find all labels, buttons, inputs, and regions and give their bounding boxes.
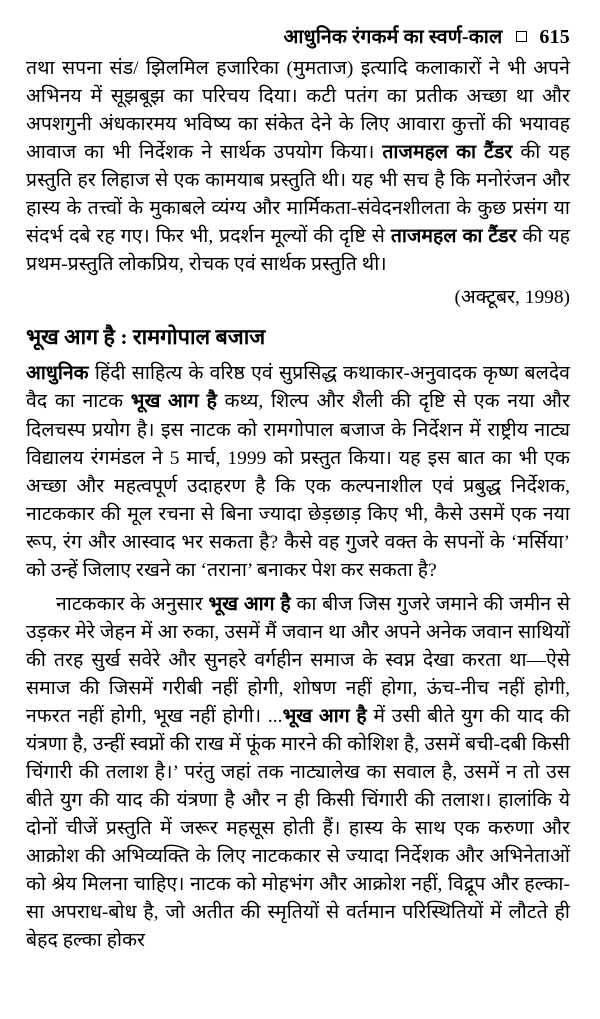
page-header [26,22,570,49]
emphasis-text: भूख आग है [282,705,367,727]
emphasis-text: भूख आग है [130,391,217,413]
page-number: 615 [539,26,570,48]
paragraph-2 [26,360,570,584]
square-bullet-icon [516,31,527,42]
body-text: में उसी बीते युग की याद की यंत्रणा है, उन्हीं स्वप्नों की राख में फूंक मारने की कोशिश है, उसमें बची-दबी किसी चिंगारी की तलाश है।’ परंतु जहां तक नाट्यालेख का सवाल है, उसमें न तो उस बीते युग की याद की यंत्रणा है और न ही किसी चिंगारी की तलाश। हालांकि ये दोनों चीजें प्रस्तुति में जरूर महसूस होती हैं। हास्य के साथ एक करुणा और आक्रोश की अभिव्यक्ति के लिए नाटककार से ज्यादा निर्देशक और अभिनेताओं को श्रेय मिलना चाहिए। नाटक को मोहभंग और आक्रोश नहीं, विद्रूप और हल्का-सा अपराध-बोध है, जो अतीत की स्मृतियों से वर्तमान परिस्थितियों में लौटते ही बेहद हल्का होकर [26,705,570,952]
paragraph-1 [26,55,570,279]
emphasis-text: ताजमहल का टैंडर [382,142,513,164]
body-text: का बीज जिस गुजरे जमाने की जमीन से उड़कर मेरे जेहन में आ रुका, उसमें मैं जवान था और अपने अनेक जवान साथियों की तरह सुर्ख सवेरे और सुनहरे वर्गहीन समाज के स्वप्न देखा करता था—ऐसे समाज की जिसमें गरीबी नहीं होगी, शोषण नहीं होगा, ऊंच-नीच नहीं होगी, नफरत नहीं होगी, भूख नहीं होगी। ... [26,593,571,727]
section-heading: भूख आग है : रामगोपाल बजाज [26,325,266,350]
emphasis-text: भूख आग है [208,593,291,615]
running-title: आधुनिक रंगकर्म का स्वर्ण-काल [283,27,503,48]
emphasis-text: ताजमहल का टैंडर [390,226,517,248]
body-text: की यह प्रस्तुति हर लिहाज से एक कामयाब प्रस्तुति थी। यह भी सच है कि मनोरंजन और हास्य के तत्त्वों के मुकाबले व्यंग्य और मार्मिकता-संवेदनशीलता के कुछ प्रसंग या संदर्भ दबे रह गए। फिर भी, प्रदर्शन मूल्यों की दृष्टि से [26,142,570,248]
date-line: (अक्टूबर, 1998) [454,287,570,309]
body-text: की यह प्रथम-प्रस्तुति लोकप्रिय, रोचक एवं सार्थक प्रस्तुति थी। [26,226,570,276]
body-text: तथा सपना संड/ झिलमिल हजारिका (मुमताज) इत्यादि कलाकारों ने भी अपने अभिनय में सूझबूझ का परिचय दिया। कटी पतंग का प्रतीक अच्छा था और अपशगुनी अंधकारमय भविष्य का संकेत देने के लिए आवारा कुत्तों की भयावह आवाज का भी निर्देशक ने सार्थक उपयोग किया। [26,58,570,164]
body-text: कथ्य, शिल्प और शैली की दृष्टि से एक नया और दिलचस्प प्रयोग है। इस नाटक को रामगोपाल बजाज के निर्देशन में राष्ट्रीय नाट्य विद्यालय रंगमंडल ने 5 मार्च, 1999 को प्रस्तुत किया। यह इस बात का भी एक अच्छा और महत्वपूर्ण उदाहरण है कि एक कल्पनाशील एवं प्रबुद्ध निर्देशक, नाटककार की मूल रचना से बिना ज्यादा छेड़छाड़ किए भी, कैसे उसमें एक नया रूप, रंग और आस्वाद भर सकता है? कैसे वह गुजरे वक्त के सपनों के ‘मर्सिया’ को उन्हें जिलाए रखने का ‘तराना’ बनाकर पेश कर सकता है? [26,391,570,581]
body-text: हिंदी साहित्य के वरिष्ठ एवं सुप्रसिद्ध कथाकार-अनुवादक कृष्ण बलदेव वैद का नाटक [26,363,570,413]
body-text: नाटककार के अनुसार [56,593,209,615]
paragraph-3 [26,591,570,955]
emphasis-text: आधुनिक [26,363,89,385]
